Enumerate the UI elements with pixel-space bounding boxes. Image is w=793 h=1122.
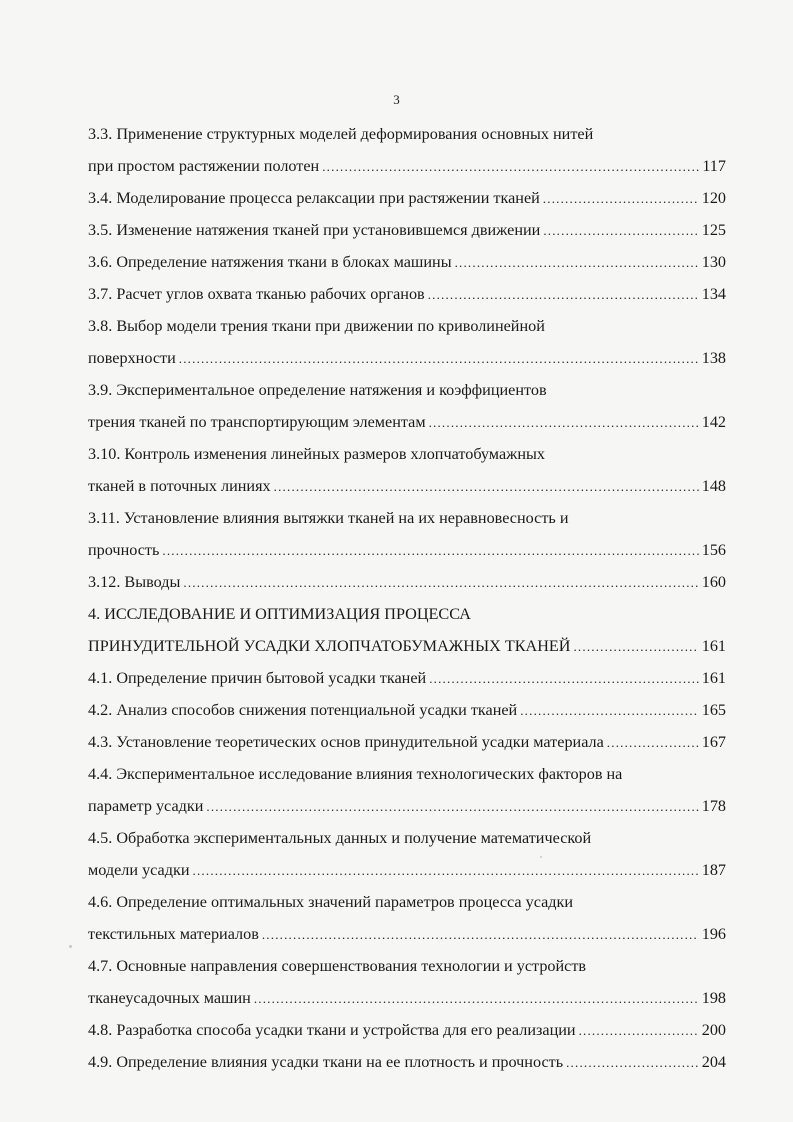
toc-entry-text: 4.8. Разработка способа усадки ткани и устройства для его реализации	[88, 1021, 576, 1039]
toc-line	[88, 950, 726, 982]
toc-line	[88, 918, 726, 950]
toc-entry-text: ПРИНУДИТЕЛЬНОЙ УСАДКИ ХЛОПЧАТОБУМАЖНЫХ ТКАНЕЙ	[88, 637, 571, 655]
toc-page-number: 156	[701, 541, 726, 559]
toc-page-number: 134	[701, 285, 726, 303]
table-of-contents	[88, 118, 726, 1078]
toc-line	[88, 982, 726, 1014]
dot-leader	[206, 791, 698, 823]
toc-line	[88, 150, 726, 182]
toc-entry-text: 3.8. Выбор модели трения ткани при движении по криволинейной	[88, 317, 545, 335]
toc-entry-text: 4.3. Установление теоретических основ принудительной усадки материала	[88, 733, 604, 751]
toc-line	[88, 694, 726, 726]
toc-entry-text: 4.9. Определение влияния усадки ткани на ее плотность и прочность	[88, 1053, 564, 1071]
dot-leader	[162, 535, 698, 567]
toc-page-number: 167	[701, 733, 726, 751]
toc-line	[88, 822, 726, 854]
toc-entry-text: 4.5. Обработка экспериментальных данных и получение математической	[88, 829, 592, 847]
toc-entry-text: тканеусадочных машин	[88, 989, 251, 1007]
toc-line	[88, 214, 726, 246]
toc-line	[88, 534, 726, 566]
dot-leader	[322, 151, 699, 183]
toc-line	[88, 182, 726, 214]
toc-page-number: 161	[701, 669, 726, 687]
toc-entry-text: 3.11. Установление влияния вытяжки тканей на их неравновесность и	[88, 509, 569, 527]
toc-entry-text: 3.3. Применение структурных моделей деформирования основных нитей	[88, 125, 594, 143]
toc-page-number: 198	[701, 989, 726, 1007]
toc-page-number: 178	[701, 797, 726, 815]
toc-line	[88, 1014, 726, 1046]
dot-leader	[193, 855, 699, 887]
toc-entry-text: 3.6. Определение натяжения ткани в блоках машины	[88, 253, 452, 271]
toc-entry-text: 4.7. Основные направления совершенствования технологии и устройств	[88, 957, 587, 975]
toc-line	[88, 886, 726, 918]
toc-page-number: 138	[701, 349, 726, 367]
toc-line	[88, 438, 726, 470]
toc-entry-text: 3.10. Контроль изменения линейных размеров хлопчатобумажных	[88, 445, 545, 463]
toc-line	[88, 374, 726, 406]
scan-speck	[69, 945, 72, 948]
dot-leader	[254, 983, 699, 1015]
dot-leader	[183, 567, 698, 599]
toc-entry-text: 3.9. Экспериментальное определение натяжения и коэффициентов	[88, 381, 547, 399]
toc-line	[88, 662, 726, 694]
dot-leader	[579, 1015, 699, 1047]
scan-speck	[540, 856, 542, 858]
toc-page-number: 130	[701, 253, 726, 271]
toc-line	[88, 566, 726, 598]
dot-leader	[543, 215, 698, 247]
toc-line	[88, 502, 726, 534]
toc-entry-text: 3.5. Изменение натяжения тканей при установившемся движении	[88, 221, 541, 239]
toc-entry-text: 4.1. Определение причин бытовой усадки тканей	[88, 669, 427, 687]
toc-page-number: 204	[701, 1053, 726, 1071]
toc-line	[88, 726, 726, 758]
toc-page-number: 161	[701, 637, 726, 655]
toc-page-number: 117	[702, 157, 726, 175]
toc-page-number: 200	[701, 1021, 726, 1039]
toc-page-number: 125	[701, 221, 726, 239]
dot-leader	[573, 631, 698, 663]
toc-entry-text: параметр усадки	[88, 797, 204, 815]
dot-leader	[429, 407, 699, 439]
toc-entry-text: 4.6. Определение оптимальных значений параметров процесса усадки	[88, 893, 574, 911]
toc-entry-text: 3.4. Моделирование процесса релаксации при растяжении тканей	[88, 189, 540, 207]
toc-line	[88, 598, 726, 630]
toc-page-number: 160	[701, 573, 726, 591]
toc-line	[88, 246, 726, 278]
toc-entry-text: 3.7. Расчет углов охвата тканью рабочих органов	[88, 285, 425, 303]
toc-line	[88, 758, 726, 790]
dot-leader	[429, 663, 699, 695]
toc-entry-text: при простом растяжении полотен	[88, 157, 320, 175]
toc-page-number: 120	[701, 189, 726, 207]
toc-line	[88, 342, 726, 374]
toc-entry-text: тканей в поточных линиях	[88, 477, 271, 495]
toc-line	[88, 470, 726, 502]
toc-line	[88, 406, 726, 438]
toc-entry-text: 4. ИССЛЕДОВАНИЕ И ОПТИМИЗАЦИЯ ПРОЦЕССА	[88, 605, 471, 623]
dot-leader	[607, 727, 699, 759]
toc-line	[88, 630, 726, 662]
toc-entry-text: 4.2. Анализ способов снижения потенциальной усадки тканей	[88, 701, 518, 719]
toc-line	[88, 278, 726, 310]
dot-leader	[428, 279, 699, 311]
toc-entry-text: 3.12. Выводы	[88, 573, 181, 591]
toc-page-number: 187	[701, 861, 726, 879]
dot-leader	[179, 343, 699, 375]
toc-line	[88, 310, 726, 342]
toc-line	[88, 1046, 726, 1078]
dot-leader	[262, 919, 699, 951]
page-number: 3	[393, 92, 400, 107]
toc-page-number: 196	[701, 925, 726, 943]
dot-leader	[455, 247, 699, 279]
toc-page-number: 142	[701, 413, 726, 431]
toc-line	[88, 790, 726, 822]
dot-leader	[274, 471, 699, 503]
toc-entry-text: текстильных материалов	[88, 925, 259, 943]
toc-entry-text: прочность	[88, 541, 160, 559]
dot-leader	[520, 695, 698, 727]
toc-page-number: 148	[701, 477, 726, 495]
dot-leader	[566, 1047, 699, 1079]
toc-entry-text: модели усадки	[88, 861, 190, 879]
toc-entry-text: 4.4. Экспериментальное исследование влияния технологических факторов на	[88, 765, 623, 783]
toc-page-number: 165	[701, 701, 726, 719]
toc-line	[88, 854, 726, 886]
toc-line	[88, 118, 726, 150]
toc-entry-text: поверхности	[88, 349, 176, 367]
toc-entry-text: трения тканей по транспортирующим элементам	[88, 413, 426, 431]
dot-leader	[543, 183, 699, 215]
